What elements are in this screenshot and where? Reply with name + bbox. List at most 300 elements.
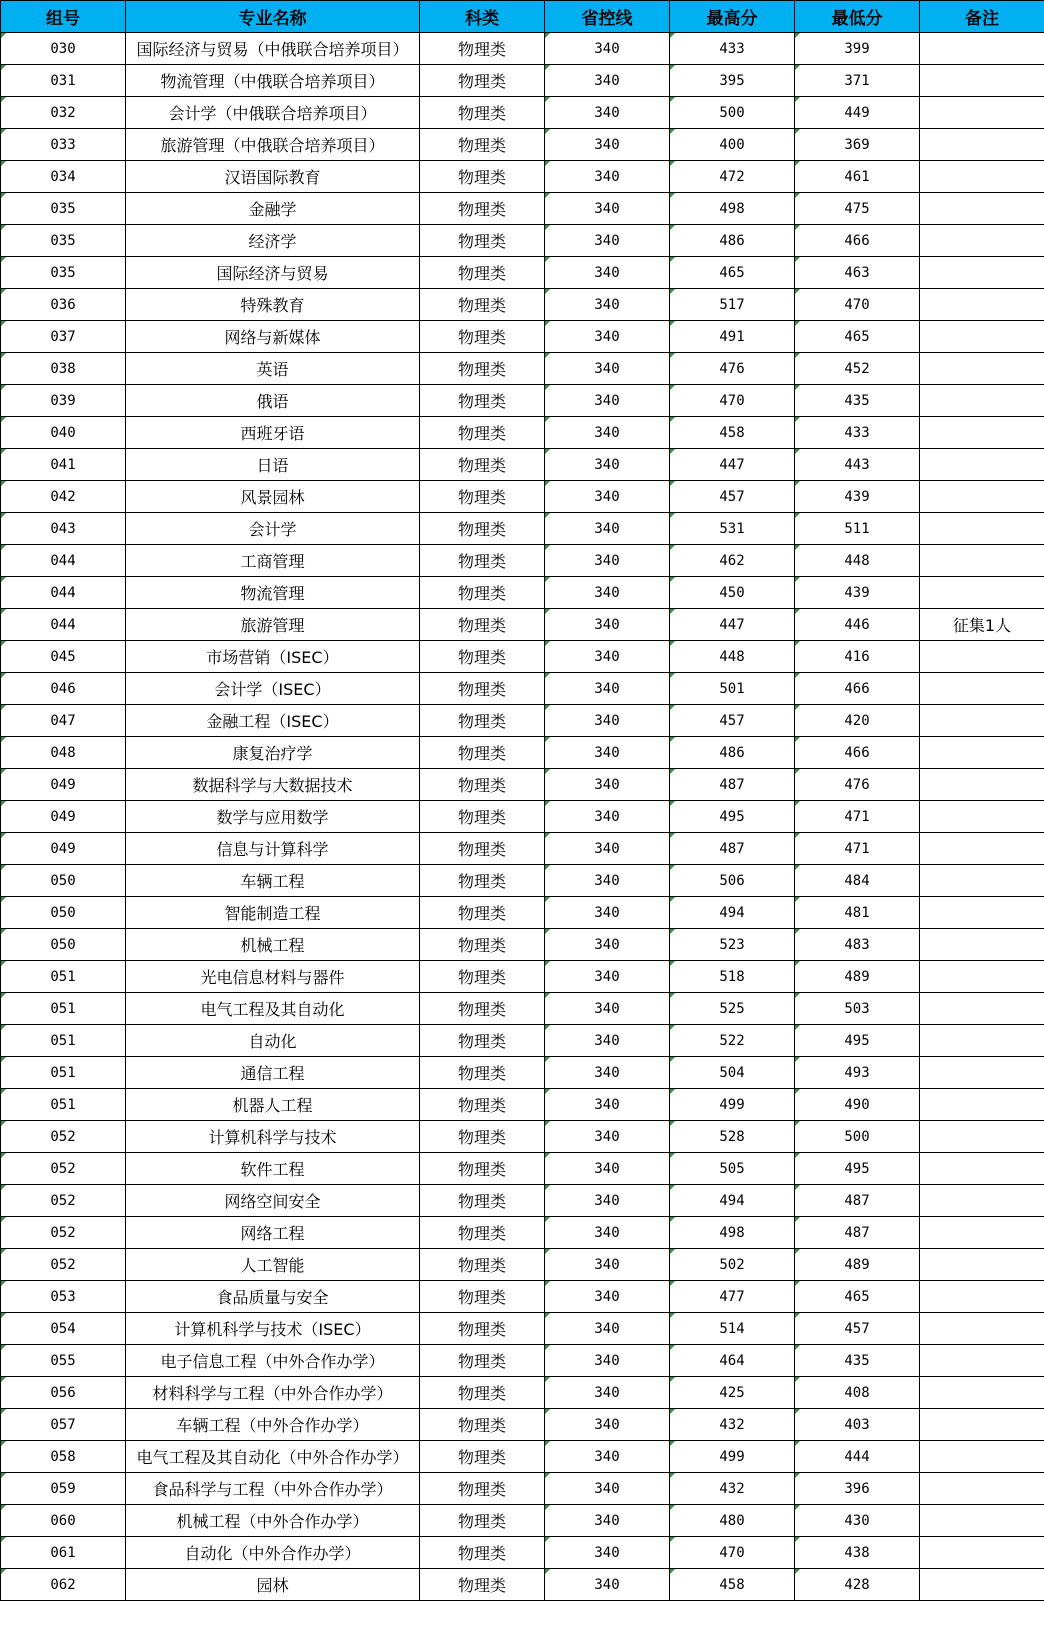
- max-score-cell: 502: [670, 1249, 795, 1281]
- min-score-cell: 503: [795, 993, 920, 1025]
- table-row: [1, 1057, 1044, 1089]
- major-name-cell: 食品质量与安全: [126, 1281, 420, 1313]
- major-name-cell: 网络工程: [126, 1217, 420, 1249]
- min-score-cell: 439: [795, 481, 920, 513]
- subject-category-cell: 物理类: [420, 193, 545, 225]
- group-number-cell: 037: [1, 321, 126, 353]
- group-number-cell: 041: [1, 449, 126, 481]
- group-number-cell: 042: [1, 481, 126, 513]
- max-score-cell: 487: [670, 769, 795, 801]
- major-name-cell: 物流管理（中俄联合培养项目）: [126, 65, 420, 97]
- max-score-cell: 517: [670, 289, 795, 321]
- max-score-cell: 499: [670, 1089, 795, 1121]
- major-name-cell: 工商管理: [126, 545, 420, 577]
- remarks-cell: [920, 321, 1044, 353]
- table-row: [1, 641, 1044, 673]
- control-line-cell: 340: [545, 1441, 670, 1473]
- control-line-cell: 340: [545, 353, 670, 385]
- remarks-cell: [920, 289, 1044, 321]
- subject-category-cell: 物理类: [420, 1377, 545, 1409]
- table-row: [1, 417, 1044, 449]
- min-score-cell: 448: [795, 545, 920, 577]
- max-score-cell: 498: [670, 1217, 795, 1249]
- min-score-cell: 495: [795, 1153, 920, 1185]
- max-score-cell: 432: [670, 1473, 795, 1505]
- remarks-cell: [920, 1345, 1044, 1377]
- control-line-cell: 340: [545, 481, 670, 513]
- min-score-cell: 487: [795, 1185, 920, 1217]
- max-score-cell: 476: [670, 353, 795, 385]
- group-number-cell: 051: [1, 961, 126, 993]
- group-number-cell: 054: [1, 1313, 126, 1345]
- subject-category-cell: 物理类: [420, 769, 545, 801]
- min-score-cell: 466: [795, 737, 920, 769]
- subject-category-cell: 物理类: [420, 129, 545, 161]
- table-body: [1, 33, 1044, 1601]
- subject-category-cell: 物理类: [420, 1441, 545, 1473]
- major-name-cell: 旅游管理: [126, 609, 420, 641]
- major-name-cell: 旅游管理（中俄联合培养项目）: [126, 129, 420, 161]
- max-score-cell: 458: [670, 1569, 795, 1601]
- subject-category-cell: 物理类: [420, 897, 545, 929]
- major-name-cell: 国际经济与贸易: [126, 257, 420, 289]
- max-score-cell: 528: [670, 1121, 795, 1153]
- group-number-cell: 050: [1, 929, 126, 961]
- remarks-cell: [920, 417, 1044, 449]
- group-number-cell: 055: [1, 1345, 126, 1377]
- subject-category-cell: 物理类: [420, 1281, 545, 1313]
- control-line-cell: 340: [545, 321, 670, 353]
- major-name-cell: 物流管理: [126, 577, 420, 609]
- major-name-cell: 机械工程: [126, 929, 420, 961]
- subject-category-cell: 物理类: [420, 1345, 545, 1377]
- table-row: [1, 833, 1044, 865]
- major-name-cell: 网络空间安全: [126, 1185, 420, 1217]
- group-number-cell: 048: [1, 737, 126, 769]
- table-row: [1, 673, 1044, 705]
- subject-category-cell: 物理类: [420, 385, 545, 417]
- group-number-cell: 049: [1, 833, 126, 865]
- subject-category-cell: 物理类: [420, 1121, 545, 1153]
- group-number-cell: 051: [1, 1057, 126, 1089]
- group-number-cell: 051: [1, 1025, 126, 1057]
- remarks-cell: 征集1人: [920, 609, 1044, 641]
- group-number-cell: 044: [1, 545, 126, 577]
- control-line-cell: 340: [545, 1377, 670, 1409]
- control-line-cell: 340: [545, 417, 670, 449]
- min-score-cell: 489: [795, 1249, 920, 1281]
- table-row: [1, 193, 1044, 225]
- table-row: [1, 577, 1044, 609]
- subject-category-cell: 物理类: [420, 321, 545, 353]
- remarks-cell: [920, 1249, 1044, 1281]
- table-row: [1, 1569, 1044, 1601]
- remarks-cell: [920, 1185, 1044, 1217]
- remarks-cell: [920, 1441, 1044, 1473]
- max-score-cell: 477: [670, 1281, 795, 1313]
- min-score-cell: 511: [795, 513, 920, 545]
- remarks-cell: [920, 257, 1044, 289]
- max-score-cell: 498: [670, 193, 795, 225]
- group-number-cell: 052: [1, 1249, 126, 1281]
- control-line-cell: 340: [545, 833, 670, 865]
- max-score-cell: 447: [670, 449, 795, 481]
- min-score-cell: 435: [795, 1345, 920, 1377]
- major-name-cell: 会计学: [126, 513, 420, 545]
- min-score-cell: 487: [795, 1217, 920, 1249]
- table-row: [1, 961, 1044, 993]
- control-line-cell: 340: [545, 993, 670, 1025]
- subject-category-cell: 物理类: [420, 449, 545, 481]
- group-number-cell: 051: [1, 993, 126, 1025]
- subject-category-cell: 物理类: [420, 353, 545, 385]
- control-line-cell: 340: [545, 1473, 670, 1505]
- max-score-cell: 494: [670, 897, 795, 929]
- max-score-cell: 518: [670, 961, 795, 993]
- remarks-cell: [920, 193, 1044, 225]
- group-number-cell: 052: [1, 1153, 126, 1185]
- group-number-cell: 040: [1, 417, 126, 449]
- min-score-cell: 444: [795, 1441, 920, 1473]
- remarks-cell: [920, 769, 1044, 801]
- control-line-cell: 340: [545, 1409, 670, 1441]
- remarks-cell: [920, 545, 1044, 577]
- table-row: [1, 1249, 1044, 1281]
- max-score-cell: 499: [670, 1441, 795, 1473]
- header-row: [1, 1, 1044, 33]
- max-score-cell: 433: [670, 33, 795, 65]
- group-number-cell: 035: [1, 257, 126, 289]
- table-row: [1, 1089, 1044, 1121]
- min-score-cell: 476: [795, 769, 920, 801]
- remarks-cell: [920, 1121, 1044, 1153]
- control-line-cell: 340: [545, 929, 670, 961]
- major-name-cell: 会计学（中俄联合培养项目）: [126, 97, 420, 129]
- remarks-cell: [920, 833, 1044, 865]
- group-number-cell: 057: [1, 1409, 126, 1441]
- subject-category-cell: 物理类: [420, 1249, 545, 1281]
- major-name-cell: 日语: [126, 449, 420, 481]
- table-row: [1, 545, 1044, 577]
- control-line-cell: 340: [545, 641, 670, 673]
- control-line-cell: 340: [545, 129, 670, 161]
- group-number-cell: 052: [1, 1121, 126, 1153]
- major-name-cell: 通信工程: [126, 1057, 420, 1089]
- major-name-cell: 电子信息工程（中外合作办学）: [126, 1345, 420, 1377]
- group-number-cell: 047: [1, 705, 126, 737]
- subject-category-cell: 物理类: [420, 609, 545, 641]
- min-score-cell: 500: [795, 1121, 920, 1153]
- group-number-cell: 052: [1, 1217, 126, 1249]
- table-row: [1, 1473, 1044, 1505]
- remarks-cell: [920, 385, 1044, 417]
- max-score-cell: 432: [670, 1409, 795, 1441]
- major-name-cell: 电气工程及其自动化（中外合作办学）: [126, 1441, 420, 1473]
- remarks-cell: [920, 929, 1044, 961]
- remarks-cell: [920, 481, 1044, 513]
- remarks-cell: [920, 865, 1044, 897]
- max-score-cell: 504: [670, 1057, 795, 1089]
- remarks-cell: [920, 577, 1044, 609]
- table-row: [1, 1313, 1044, 1345]
- min-score-cell: 465: [795, 321, 920, 353]
- remarks-cell: [920, 737, 1044, 769]
- max-score-cell: 470: [670, 385, 795, 417]
- table-row: [1, 1409, 1044, 1441]
- min-score-cell: 493: [795, 1057, 920, 1089]
- subject-category-cell: 物理类: [420, 545, 545, 577]
- min-score-cell: 475: [795, 193, 920, 225]
- major-name-cell: 数学与应用数学: [126, 801, 420, 833]
- min-score-cell: 465: [795, 1281, 920, 1313]
- max-score-cell: 495: [670, 801, 795, 833]
- remarks-cell: [920, 897, 1044, 929]
- remarks-cell: [920, 1025, 1044, 1057]
- table-row: [1, 1281, 1044, 1313]
- group-number-cell: 039: [1, 385, 126, 417]
- max-score-cell: 522: [670, 1025, 795, 1057]
- subject-category-cell: 物理类: [420, 1473, 545, 1505]
- max-score-cell: 472: [670, 161, 795, 193]
- table-row: [1, 353, 1044, 385]
- control-line-cell: 340: [545, 97, 670, 129]
- control-line-cell: 340: [545, 609, 670, 641]
- group-number-cell: 045: [1, 641, 126, 673]
- min-score-cell: 438: [795, 1537, 920, 1569]
- table-row: [1, 1025, 1044, 1057]
- max-score-cell: 458: [670, 417, 795, 449]
- group-number-cell: 044: [1, 577, 126, 609]
- subject-category-cell: 物理类: [420, 673, 545, 705]
- control-line-cell: 340: [545, 545, 670, 577]
- major-name-cell: 光电信息材料与器件: [126, 961, 420, 993]
- subject-category-cell: 物理类: [420, 705, 545, 737]
- min-score-cell: 471: [795, 801, 920, 833]
- min-score-cell: 457: [795, 1313, 920, 1345]
- group-number-cell: 059: [1, 1473, 126, 1505]
- control-line-cell: 340: [545, 257, 670, 289]
- table-row: [1, 321, 1044, 353]
- subject-category-cell: 物理类: [420, 225, 545, 257]
- table-row: [1, 97, 1044, 129]
- header-group-number: 组号: [1, 1, 126, 33]
- max-score-cell: 400: [670, 129, 795, 161]
- subject-category-cell: 物理类: [420, 1409, 545, 1441]
- table-row: [1, 1345, 1044, 1377]
- min-score-cell: 403: [795, 1409, 920, 1441]
- remarks-cell: [920, 353, 1044, 385]
- table-row: [1, 737, 1044, 769]
- min-score-cell: 408: [795, 1377, 920, 1409]
- major-name-cell: 国际经济与贸易（中俄联合培养项目）: [126, 33, 420, 65]
- max-score-cell: 480: [670, 1505, 795, 1537]
- major-name-cell: 软件工程: [126, 1153, 420, 1185]
- remarks-cell: [920, 129, 1044, 161]
- control-line-cell: 340: [545, 1249, 670, 1281]
- min-score-cell: 466: [795, 673, 920, 705]
- table-row: [1, 257, 1044, 289]
- major-name-cell: 机械工程（中外合作办学）: [126, 1505, 420, 1537]
- major-name-cell: 人工智能: [126, 1249, 420, 1281]
- table-row: [1, 929, 1044, 961]
- max-score-cell: 470: [670, 1537, 795, 1569]
- max-score-cell: 514: [670, 1313, 795, 1345]
- max-score-cell: 457: [670, 481, 795, 513]
- remarks-cell: [920, 641, 1044, 673]
- max-score-cell: 501: [670, 673, 795, 705]
- remarks-cell: [920, 33, 1044, 65]
- control-line-cell: 340: [545, 1185, 670, 1217]
- control-line-cell: 340: [545, 1313, 670, 1345]
- subject-category-cell: 物理类: [420, 1505, 545, 1537]
- subject-category-cell: 物理类: [420, 865, 545, 897]
- table-row: [1, 1217, 1044, 1249]
- major-name-cell: 会计学（ISEC）: [126, 673, 420, 705]
- subject-category-cell: 物理类: [420, 1153, 545, 1185]
- subject-category-cell: 物理类: [420, 1569, 545, 1601]
- control-line-cell: 340: [545, 1217, 670, 1249]
- max-score-cell: 487: [670, 833, 795, 865]
- min-score-cell: 439: [795, 577, 920, 609]
- max-score-cell: 491: [670, 321, 795, 353]
- table-row: [1, 897, 1044, 929]
- remarks-cell: [920, 1281, 1044, 1313]
- major-name-cell: 英语: [126, 353, 420, 385]
- max-score-cell: 486: [670, 225, 795, 257]
- min-score-cell: 443: [795, 449, 920, 481]
- subject-category-cell: 物理类: [420, 833, 545, 865]
- major-name-cell: 金融学: [126, 193, 420, 225]
- min-score-cell: 495: [795, 1025, 920, 1057]
- min-score-cell: 420: [795, 705, 920, 737]
- min-score-cell: 433: [795, 417, 920, 449]
- control-line-cell: 340: [545, 1281, 670, 1313]
- group-number-cell: 053: [1, 1281, 126, 1313]
- table-row: [1, 1505, 1044, 1537]
- table-row: [1, 1185, 1044, 1217]
- max-score-cell: 425: [670, 1377, 795, 1409]
- group-number-cell: 051: [1, 1089, 126, 1121]
- table-row: [1, 769, 1044, 801]
- control-line-cell: 340: [545, 225, 670, 257]
- group-number-cell: 032: [1, 97, 126, 129]
- control-line-cell: 340: [545, 737, 670, 769]
- group-number-cell: 031: [1, 65, 126, 97]
- control-line-cell: 340: [545, 289, 670, 321]
- control-line-cell: 340: [545, 65, 670, 97]
- remarks-cell: [920, 705, 1044, 737]
- control-line-cell: 340: [545, 1537, 670, 1569]
- control-line-cell: 340: [545, 865, 670, 897]
- group-number-cell: 046: [1, 673, 126, 705]
- major-name-cell: 信息与计算科学: [126, 833, 420, 865]
- min-score-cell: 461: [795, 161, 920, 193]
- min-score-cell: 452: [795, 353, 920, 385]
- table-row: [1, 449, 1044, 481]
- subject-category-cell: 物理类: [420, 993, 545, 1025]
- major-name-cell: 车辆工程: [126, 865, 420, 897]
- major-name-cell: 食品科学与工程（中外合作办学）: [126, 1473, 420, 1505]
- table-row: [1, 705, 1044, 737]
- subject-category-cell: 物理类: [420, 417, 545, 449]
- major-name-cell: 金融工程（ISEC）: [126, 705, 420, 737]
- table-row: [1, 33, 1044, 65]
- table-row: [1, 65, 1044, 97]
- min-score-cell: 463: [795, 257, 920, 289]
- subject-category-cell: 物理类: [420, 1185, 545, 1217]
- control-line-cell: 340: [545, 193, 670, 225]
- major-name-cell: 计算机科学与技术: [126, 1121, 420, 1153]
- max-score-cell: 506: [670, 865, 795, 897]
- subject-category-cell: 物理类: [420, 737, 545, 769]
- major-name-cell: 特殊教育: [126, 289, 420, 321]
- table-row: [1, 1377, 1044, 1409]
- control-line-cell: 340: [545, 1089, 670, 1121]
- min-score-cell: 490: [795, 1089, 920, 1121]
- subject-category-cell: 物理类: [420, 1537, 545, 1569]
- remarks-cell: [920, 161, 1044, 193]
- min-score-cell: 449: [795, 97, 920, 129]
- remarks-cell: [920, 1057, 1044, 1089]
- control-line-cell: 340: [545, 801, 670, 833]
- min-score-cell: 416: [795, 641, 920, 673]
- subject-category-cell: 物理类: [420, 1025, 545, 1057]
- min-score-cell: 466: [795, 225, 920, 257]
- group-number-cell: 050: [1, 897, 126, 929]
- subject-category-cell: 物理类: [420, 929, 545, 961]
- group-number-cell: 038: [1, 353, 126, 385]
- remarks-cell: [920, 801, 1044, 833]
- min-score-cell: 471: [795, 833, 920, 865]
- table-row: [1, 1121, 1044, 1153]
- remarks-cell: [920, 1217, 1044, 1249]
- table-row: [1, 129, 1044, 161]
- major-name-cell: 网络与新媒体: [126, 321, 420, 353]
- major-name-cell: 西班牙语: [126, 417, 420, 449]
- major-name-cell: 电气工程及其自动化: [126, 993, 420, 1025]
- header-remarks: 备注: [920, 1, 1044, 33]
- control-line-cell: 340: [545, 161, 670, 193]
- major-name-cell: 材料科学与工程（中外合作办学）: [126, 1377, 420, 1409]
- major-name-cell: 经济学: [126, 225, 420, 257]
- group-number-cell: 058: [1, 1441, 126, 1473]
- control-line-cell: 340: [545, 449, 670, 481]
- remarks-cell: [920, 65, 1044, 97]
- subject-category-cell: 物理类: [420, 1089, 545, 1121]
- subject-category-cell: 物理类: [420, 161, 545, 193]
- subject-category-cell: 物理类: [420, 1217, 545, 1249]
- remarks-cell: [920, 513, 1044, 545]
- major-name-cell: 市场营销（ISEC）: [126, 641, 420, 673]
- table-row: [1, 993, 1044, 1025]
- group-number-cell: 035: [1, 225, 126, 257]
- control-line-cell: 340: [545, 897, 670, 929]
- min-score-cell: 470: [795, 289, 920, 321]
- max-score-cell: 462: [670, 545, 795, 577]
- group-number-cell: 049: [1, 769, 126, 801]
- max-score-cell: 447: [670, 609, 795, 641]
- control-line-cell: 340: [545, 1057, 670, 1089]
- subject-category-cell: 物理类: [420, 577, 545, 609]
- group-number-cell: 061: [1, 1537, 126, 1569]
- max-score-cell: 525: [670, 993, 795, 1025]
- min-score-cell: 430: [795, 1505, 920, 1537]
- min-score-cell: 483: [795, 929, 920, 961]
- subject-category-cell: 物理类: [420, 961, 545, 993]
- control-line-cell: 340: [545, 1121, 670, 1153]
- remarks-cell: [920, 1153, 1044, 1185]
- group-number-cell: 056: [1, 1377, 126, 1409]
